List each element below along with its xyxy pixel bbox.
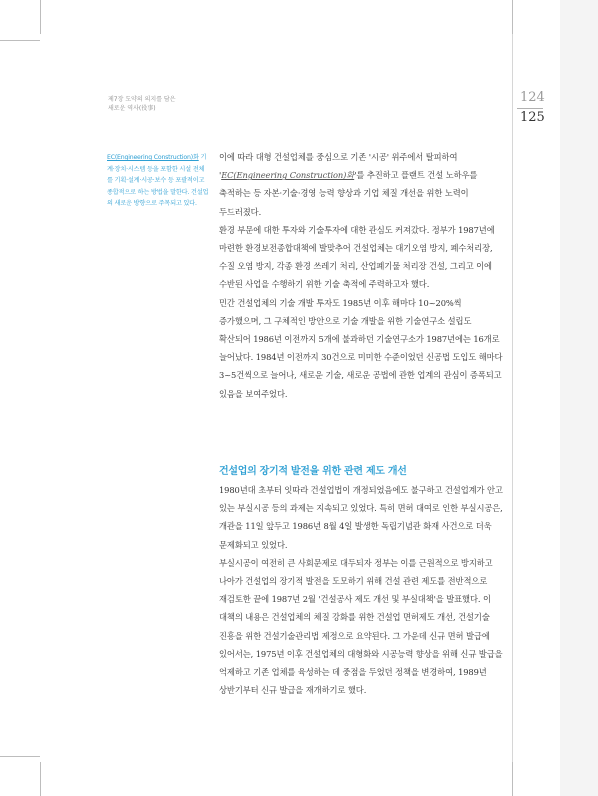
paragraph-3: 민간 건설업체의 기술 개발 투자도 1985년 이후 해마다 10~20%씩 증가했으며, 그 구체적인 방안으로 기술 개발을 위한 기술연구소 설립도 확산되어 1986년 이전까지 5개에 불과하던 기술연구소가 1987년에는 16개로 늘어났다. 1984년 이전까지 30건으로 미미한 수준이었던 신공법 도입도 해마다 3~5건씩으로 늘어나, 새로운 기술, 새로운 공법에 관한 업계의 관심이 증폭되고 있음을 보여주었다.: [219, 297, 503, 399]
paragraph-1-end: '를 추진하고 플랜트 건설 노하우를 축적하는 등 자본·기술·경영 능력 향상과 기업 체질 개선을 위한 노력이 두드러졌다.: [219, 170, 478, 217]
page-edge-line: [512, 28, 513, 780]
paragraph-5: 부실시공이 여전히 큰 사회문제로 대두되자 정부는 이를 근원적으로 방지하고 나아가 건설업의 장기적 발전을 도모하기 위해 건설 관련 제도를 전반적으로 재검토한 끝에 1987년 2월 '건설공사 제도 개선 및 부실대책'을 발표했다. 이 대책의 내용은 건설업체의 체질 강화를 위한 건설업 면허제도 개선, 건설기술 진흥을 위한 건설기술관리법 제정으로 요약된다. 그 가운데 신규 면허 발급에 있어서는, 1975년 이후 건설업체의 대형화와 시공능력 향상을 위해 신규 발급을 억제하고 기존 업체를 육성하는 데 중점을 두었던 정책을 변경하여, 1989년 상반기부터 신규 발급을 재개하기로 했다.: [219, 557, 503, 696]
page-number-current: 125: [520, 110, 545, 125]
paragraph-4: 1980년대 초부터 잇따라 건설업법이 개정되었음에도 불구하고 건설업계가 안고 있는 부실시공 등의 과제는 지속되고 있었다. 특히 면허 대여로 인한 부실시공은, 개관을 11일 앞두고 1986년 8월 4일 발생한 독립기념관 화재 사건으로 더욱 문제화되고 있었다.: [219, 485, 503, 550]
sidenote-term: EC(Engineering Construction)화: [107, 154, 199, 161]
crop-mark-top-left-v: [40, 0, 41, 34]
body-block-2: [219, 481, 505, 699]
page-number-divider: [517, 108, 543, 109]
crop-mark-bottom-left-v: [40, 762, 41, 796]
body-block-1: [219, 148, 505, 403]
crop-mark-top-left-h: [0, 40, 40, 41]
paragraph-1-start: 이에 따라 대형 건설업체를 중심으로 기존 '시공' 위주에서 탈피하여 ': [219, 152, 458, 181]
running-header: [108, 95, 176, 113]
running-header-line1: 제7장 도약의 의지를 담은: [108, 96, 176, 103]
sidenote-text: 기계·장치·시스템 등을 포함한 시설 전체를 기획·설계·시공·보수 등 포괄적이고 종합적으로 하는 방법을 말한다. 건설업의 새로운 방향으로 주목되고 있다.: [107, 154, 209, 207]
page-edge-band: [560, 0, 598, 796]
paragraph-2: 환경 부문에 대한 투자와 기술투자에 대한 관심도 커져갔다. 정부가 1987년에 마련한 환경보전종합대책에 발맞추어 건설업체는 대기오염 방지, 폐수처리장, 수질 오염 방지, 각종 환경 쓰레기 처리, 산업폐기물 처리장 건설, 그리고 이에 수반된 사업을 수행하기 위한 기술 축적에 주력하고자 했다.: [219, 224, 495, 290]
paragraph-1: [219, 148, 505, 221]
crop-mark-bottom-right-v: [512, 762, 513, 796]
running-header-line2: 새로운 역사(役事): [108, 105, 156, 112]
sidenote: [107, 152, 210, 210]
section-heading: 건설업의 장기적 발전을 위한 관련 제도 개선: [219, 466, 407, 477]
crop-mark-bottom-left-h: [0, 756, 40, 757]
ec-term: EC(Engineering Construction)화: [221, 170, 355, 181]
page-number-previous: 124: [520, 90, 545, 105]
crop-mark-top-right-v: [512, 0, 513, 34]
